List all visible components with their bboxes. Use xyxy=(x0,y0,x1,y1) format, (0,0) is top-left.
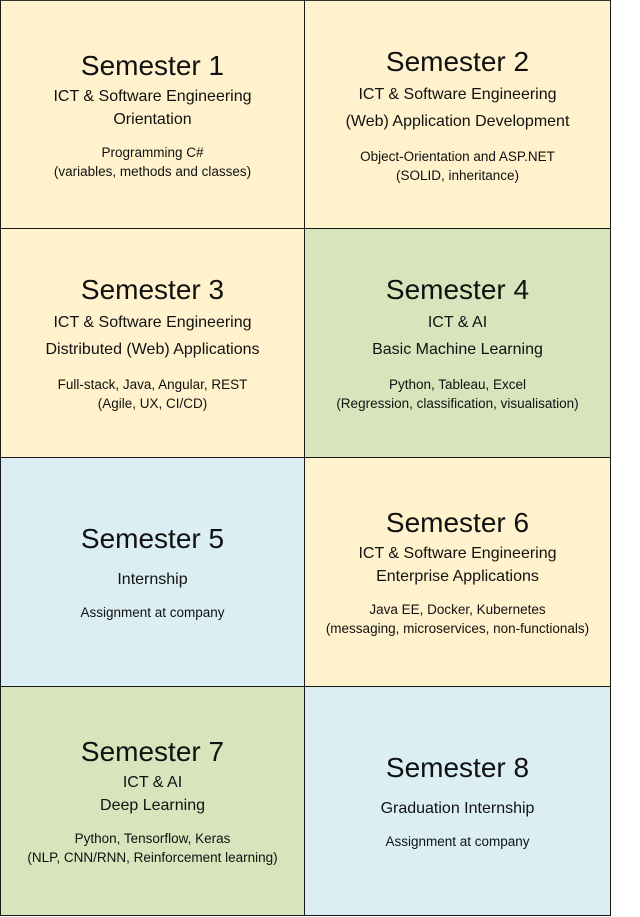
semester-details xyxy=(54,143,251,181)
semester-topics: (NLP, CNN/RNN, Reinforcement learning) xyxy=(27,850,278,865)
semester-program: ICT & AI xyxy=(427,314,488,331)
semester-details xyxy=(336,375,578,413)
semester-title: Semester 4 xyxy=(385,274,530,305)
semester-theme: Enterprise Applications xyxy=(376,568,539,585)
semester-assignment: Assignment at company xyxy=(385,834,530,849)
semester-technologies: Programming C# xyxy=(101,144,204,160)
semester-theme: Basic Machine Learning xyxy=(372,341,543,358)
semester-theme: Distributed (Web) Applications xyxy=(45,341,260,358)
semester-theme: Internship xyxy=(117,571,188,588)
semester-title: Semester 1 xyxy=(80,49,225,81)
semester-6-card xyxy=(304,457,611,687)
semester-1-card xyxy=(0,0,305,229)
semester-7-card xyxy=(0,686,305,916)
semester-program: ICT & AI xyxy=(122,774,183,791)
semester-topics: (Agile, UX, CI/CD) xyxy=(97,396,208,411)
semester-4-card xyxy=(304,228,611,458)
semester-theme: Orientation xyxy=(113,110,192,128)
semester-details xyxy=(326,600,589,638)
semester-title: Semester 5 xyxy=(80,523,225,554)
semester-2-card xyxy=(304,0,611,229)
semester-technologies: Java EE, Docker, Kubernetes xyxy=(369,602,546,617)
semester-assignment: Assignment at company xyxy=(80,605,225,620)
semester-title: Semester 6 xyxy=(385,507,530,538)
semester-program: ICT & Software Engineering xyxy=(358,85,557,103)
semester-details xyxy=(360,147,555,185)
semester-program: ICT & Software Engineering xyxy=(358,545,557,562)
semester-title: Semester 2 xyxy=(385,45,530,77)
semester-program: ICT & Software Engineering xyxy=(53,314,252,331)
semester-technologies: Python, Tableau, Excel xyxy=(388,377,527,392)
semester-title: Semester 7 xyxy=(80,736,225,767)
semester-topics: (Regression, classification, visualisation) xyxy=(336,396,579,411)
semester-details xyxy=(385,832,529,851)
semester-theme: (Web) Application Development xyxy=(345,112,570,130)
semester-details xyxy=(27,829,277,867)
semester-program: ICT & Software Engineering xyxy=(53,87,252,105)
semester-topics: (variables, methods and classes) xyxy=(53,163,252,179)
semester-topics: (SOLID, inheritance) xyxy=(395,167,520,183)
semester-8-card xyxy=(304,686,611,916)
semester-technologies: Python, Tensorflow, Keras xyxy=(74,831,231,846)
semester-title: Semester 8 xyxy=(385,752,530,783)
semester-details xyxy=(80,603,224,622)
semester-details xyxy=(58,375,248,413)
semester-technologies: Object-Orientation and ASP.NET xyxy=(360,148,555,164)
semester-topics: (messaging, microservices, non-functionals) xyxy=(325,621,590,636)
semester-theme: Deep Learning xyxy=(100,797,205,814)
semester-3-card xyxy=(0,228,305,458)
semester-technologies: Full-stack, Java, Angular, REST xyxy=(57,377,248,392)
semester-title: Semester 3 xyxy=(80,274,225,305)
semester-5-card xyxy=(0,457,305,687)
semester-theme: Graduation Internship xyxy=(380,800,535,817)
